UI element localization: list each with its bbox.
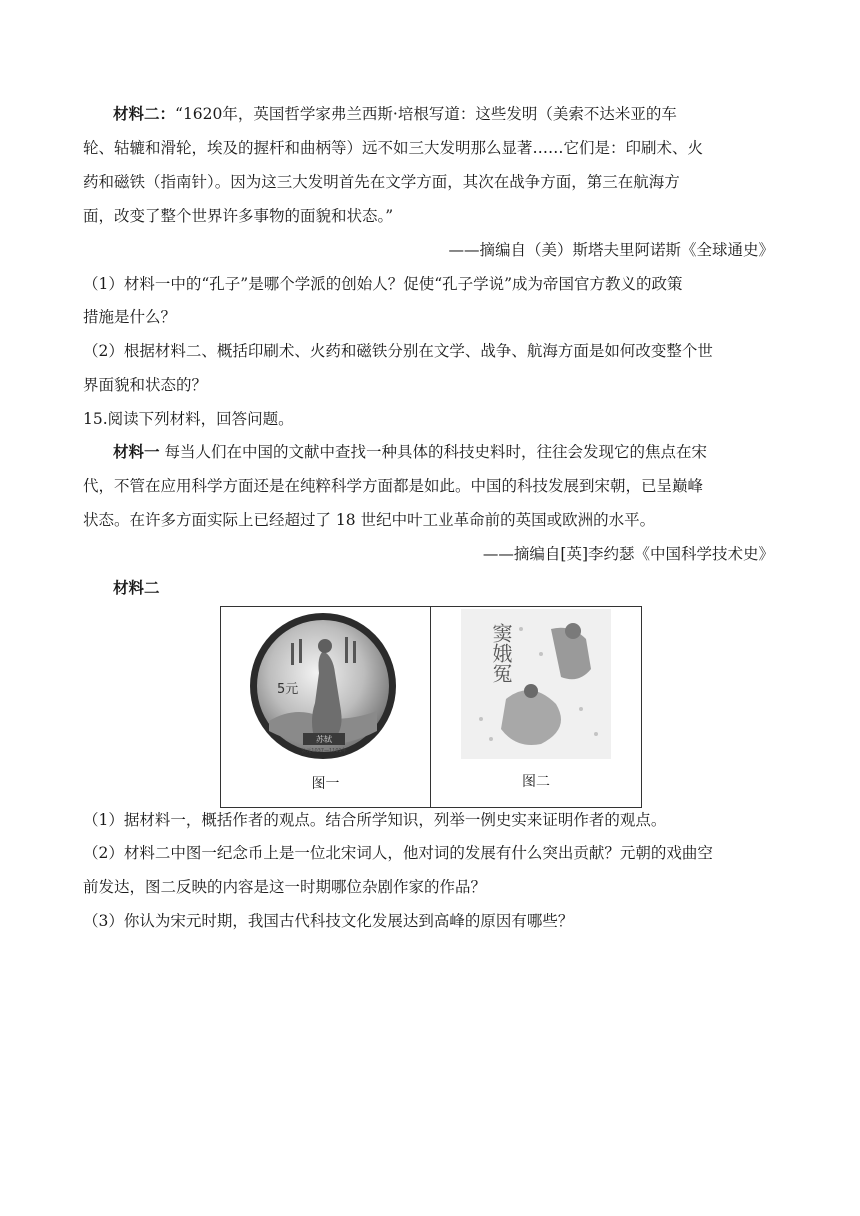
- su-shi-coin-image: [249, 611, 397, 761]
- dou-e-opera-image: [461, 609, 611, 759]
- q15-material1-line-2: 代，不管在应用科学方面还是在纯粹科学方面都是如此。中国的科技发展到宋朝，已呈巅峰: [83, 477, 704, 495]
- q15-material1-label: 材料一: [113, 442, 160, 461]
- material2-line-2: 轮、轱辘和滑轮，埃及的握杆和曲柄等）远不如三大发明那么显著……它们是：印刷术、火: [83, 139, 704, 157]
- q15-question-3: （3）你认为宋元时期，我国古代科技文化发展达到高峰的原因有哪些？: [83, 912, 574, 930]
- q15-heading: 15.阅读下列材料，回答问题。: [83, 410, 294, 428]
- q14-item-1a: （1）材料一中的“孔子”是哪个学派的创始人？促使“孔子学说”成为帝国官方教义的政策: [83, 275, 683, 293]
- q14-item-2a: （2）根据材料二、概括印刷术、火药和磁铁分别在文学、战争、航海方面是如何改变整个世: [83, 342, 713, 360]
- figure-2-caption: 图二: [522, 774, 550, 790]
- material2-line-3: 药和磁铁（指南针）。因为这三大发明首先在文学方面，其次在战争方面，第三在航海方: [83, 173, 680, 191]
- coin-years: 公元1037—1101年: [301, 748, 347, 754]
- figure-1-caption: 图一: [311, 776, 340, 792]
- q15-material1-line-3: 状态。在许多方面实际上已经超过了 18 世纪中叶工业革命前的英国或欧洲的水平。: [83, 511, 656, 529]
- opera-figure-head: [524, 684, 538, 698]
- q14-item-2b: 界面貌和状态的？: [83, 376, 208, 394]
- q14-item-1b: 措施是什么？: [83, 308, 177, 326]
- figure-table: [220, 606, 642, 808]
- q15-question-2b: 前发达，图二反映的内容是这一时期哪位杂剧作家的作品？: [83, 878, 487, 896]
- coin-illustration: [249, 611, 397, 761]
- q15-material2-label: 材料二: [113, 578, 160, 597]
- opera-title: 窦娥冤: [489, 623, 513, 683]
- opera-illustration: [461, 609, 611, 759]
- coin-figure-head: [318, 639, 332, 653]
- coin-name: 苏轼: [316, 735, 332, 744]
- material2-line-4: 面，改变了整个世界许多事物的面貌和状态。”: [83, 207, 394, 225]
- opera-executioner-head: [565, 623, 581, 639]
- coin-denomination: 5元: [277, 682, 299, 697]
- q15-question-2a: （2）材料二中图一纪念币上是一位北宋词人，他对词的发展有什么突出贡献？元朝的戏曲空: [83, 844, 713, 862]
- figure-1-cell: [221, 607, 431, 807]
- q15-material1-line-1: [113, 441, 813, 463]
- q15-material1-text-1: 每当人们在中国的文献中查找一种具体的科技史料时，往往会发现它的焦点在宋: [159, 443, 707, 461]
- material2-text-1: “1620年，英国哲学家弗兰西斯·培根写道：这些发明（美索不达米亚的车: [175, 105, 677, 123]
- q15-question-1: （1）据材料一，概括作者的观点。结合所学知识，列举一例史实来证明作者的观点。: [83, 811, 667, 829]
- material2-label: 材料二：: [113, 104, 176, 123]
- material2-source: ——摘编自（美）斯塔夫里阿诺斯《全球通史》: [448, 241, 774, 259]
- material2-line-1: [113, 103, 813, 125]
- figure-2-cell: [431, 607, 641, 807]
- q15-material1-source: ——摘编自[英]李约瑟《中国科学技术史》: [482, 545, 774, 563]
